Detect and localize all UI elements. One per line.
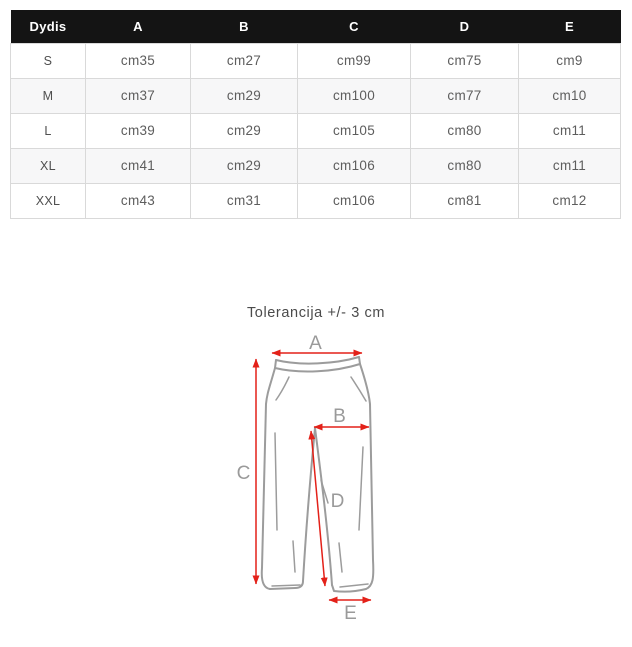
left-pocket-line — [276, 377, 289, 400]
measure-label-a: A — [309, 333, 323, 354]
cell-value: cm9 — [519, 43, 621, 78]
table-row-l — [11, 113, 621, 148]
cell-value: cm29 — [191, 113, 298, 148]
measure-label-e: E — [344, 603, 358, 624]
cell-value: cm29 — [191, 78, 298, 113]
cell-size: S — [11, 43, 86, 78]
col-header-c: C — [298, 10, 411, 43]
cell-size: XXL — [11, 183, 86, 218]
cell-value: cm80 — [411, 148, 519, 183]
measure-label-b: B — [333, 406, 347, 427]
pants-outline — [262, 357, 374, 592]
col-header-dydis: Dydis — [11, 10, 86, 43]
cell-value: cm11 — [519, 113, 621, 148]
cell-value: cm99 — [298, 43, 411, 78]
table-row-m — [11, 78, 621, 113]
table-row-s — [11, 43, 621, 78]
col-header-a: A — [86, 10, 191, 43]
measurement-labels — [237, 333, 358, 624]
col-header-d: D — [411, 10, 519, 43]
table-row-xl — [11, 148, 621, 183]
measure-label-c: C — [236, 463, 252, 484]
right-pocket-line — [351, 377, 366, 401]
cell-value: cm37 — [86, 78, 191, 113]
cell-size: M — [11, 78, 86, 113]
cell-value: cm43 — [86, 183, 191, 218]
cell-value: cm81 — [411, 183, 519, 218]
cell-value: cm39 — [86, 113, 191, 148]
col-header-b: B — [191, 10, 298, 43]
pants-measurement-diagram — [200, 330, 450, 647]
cell-value: cm80 — [411, 113, 519, 148]
cell-value: cm106 — [298, 148, 411, 183]
cell-size: XL — [11, 148, 86, 183]
cell-value: cm27 — [191, 43, 298, 78]
size-table-header-row — [11, 10, 621, 43]
cell-value: cm10 — [519, 78, 621, 113]
cell-value: cm35 — [86, 43, 191, 78]
col-header-e: E — [519, 10, 621, 43]
cell-value: cm100 — [298, 78, 411, 113]
cell-value: cm77 — [411, 78, 519, 113]
cell-value: cm41 — [86, 148, 191, 183]
size-table — [10, 10, 621, 219]
measurement-arrows — [256, 353, 371, 600]
cell-value: cm12 — [519, 183, 621, 218]
table-row-xxl — [11, 183, 621, 218]
cell-value: cm31 — [191, 183, 298, 218]
tolerance-note: Tolerancija +/- 3 cm — [246, 305, 386, 321]
cell-value: cm11 — [519, 148, 621, 183]
cell-value: cm29 — [191, 148, 298, 183]
cell-value: cm105 — [298, 113, 411, 148]
cell-value: cm106 — [298, 183, 411, 218]
cell-value: cm75 — [411, 43, 519, 78]
measure-label-d: D — [330, 491, 346, 512]
size-table-section — [10, 10, 620, 219]
cell-size: L — [11, 113, 86, 148]
